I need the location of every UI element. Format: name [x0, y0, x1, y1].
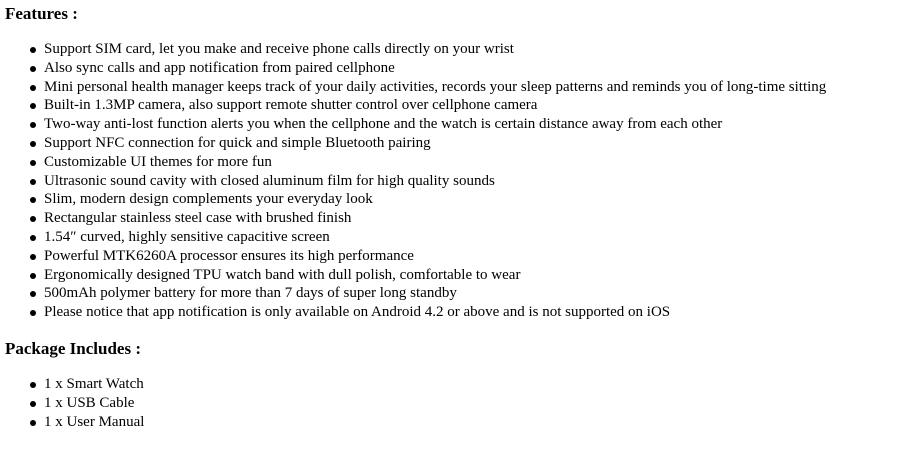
feature-item: Mini personal health manager keeps track of your daily activities, records your sleep patterns and reminds you of long-time sitting: [5, 78, 897, 97]
feature-item: Slim, modern design complements your everyday look: [5, 190, 897, 209]
feature-item: 500mAh polymer battery for more than 7 days of super long standby: [5, 284, 897, 303]
feature-item: Ergonomically designed TPU watch band with dull polish, comfortable to wear: [5, 266, 897, 285]
features-heading: Features :: [5, 4, 78, 23]
feature-item: Please notice that app notification is only available on Android 4.2 or above and is not supported on iOS: [5, 303, 897, 322]
feature-item: Customizable UI themes for more fun: [5, 153, 897, 172]
product-description: [5, 0, 897, 431]
feature-item: 1.54″ curved, highly sensitive capacitive screen: [5, 228, 897, 247]
package-item: 1 x User Manual: [5, 413, 897, 432]
feature-item: Support NFC connection for quick and simple Bluetooth pairing: [5, 134, 897, 153]
package-list: [5, 375, 897, 431]
features-list: [5, 40, 897, 322]
feature-item: Ultrasonic sound cavity with closed aluminum film for high quality sounds: [5, 172, 897, 191]
feature-item: Two-way anti-lost function alerts you when the cellphone and the watch is certain distance away from each other: [5, 115, 897, 134]
feature-item: Powerful MTK6260A processor ensures its high performance: [5, 247, 897, 266]
package-item: 1 x USB Cable: [5, 394, 897, 413]
feature-item: Support SIM card, let you make and receive phone calls directly on your wrist: [5, 40, 897, 59]
package-heading: Package Includes :: [5, 338, 141, 358]
feature-item: Rectangular stainless steel case with brushed finish: [5, 209, 897, 228]
feature-item: Built-in 1.3MP camera, also support remote shutter control over cellphone camera: [5, 96, 897, 115]
feature-item: Also sync calls and app notification from paired cellphone: [5, 59, 897, 78]
package-item: 1 x Smart Watch: [5, 375, 897, 394]
